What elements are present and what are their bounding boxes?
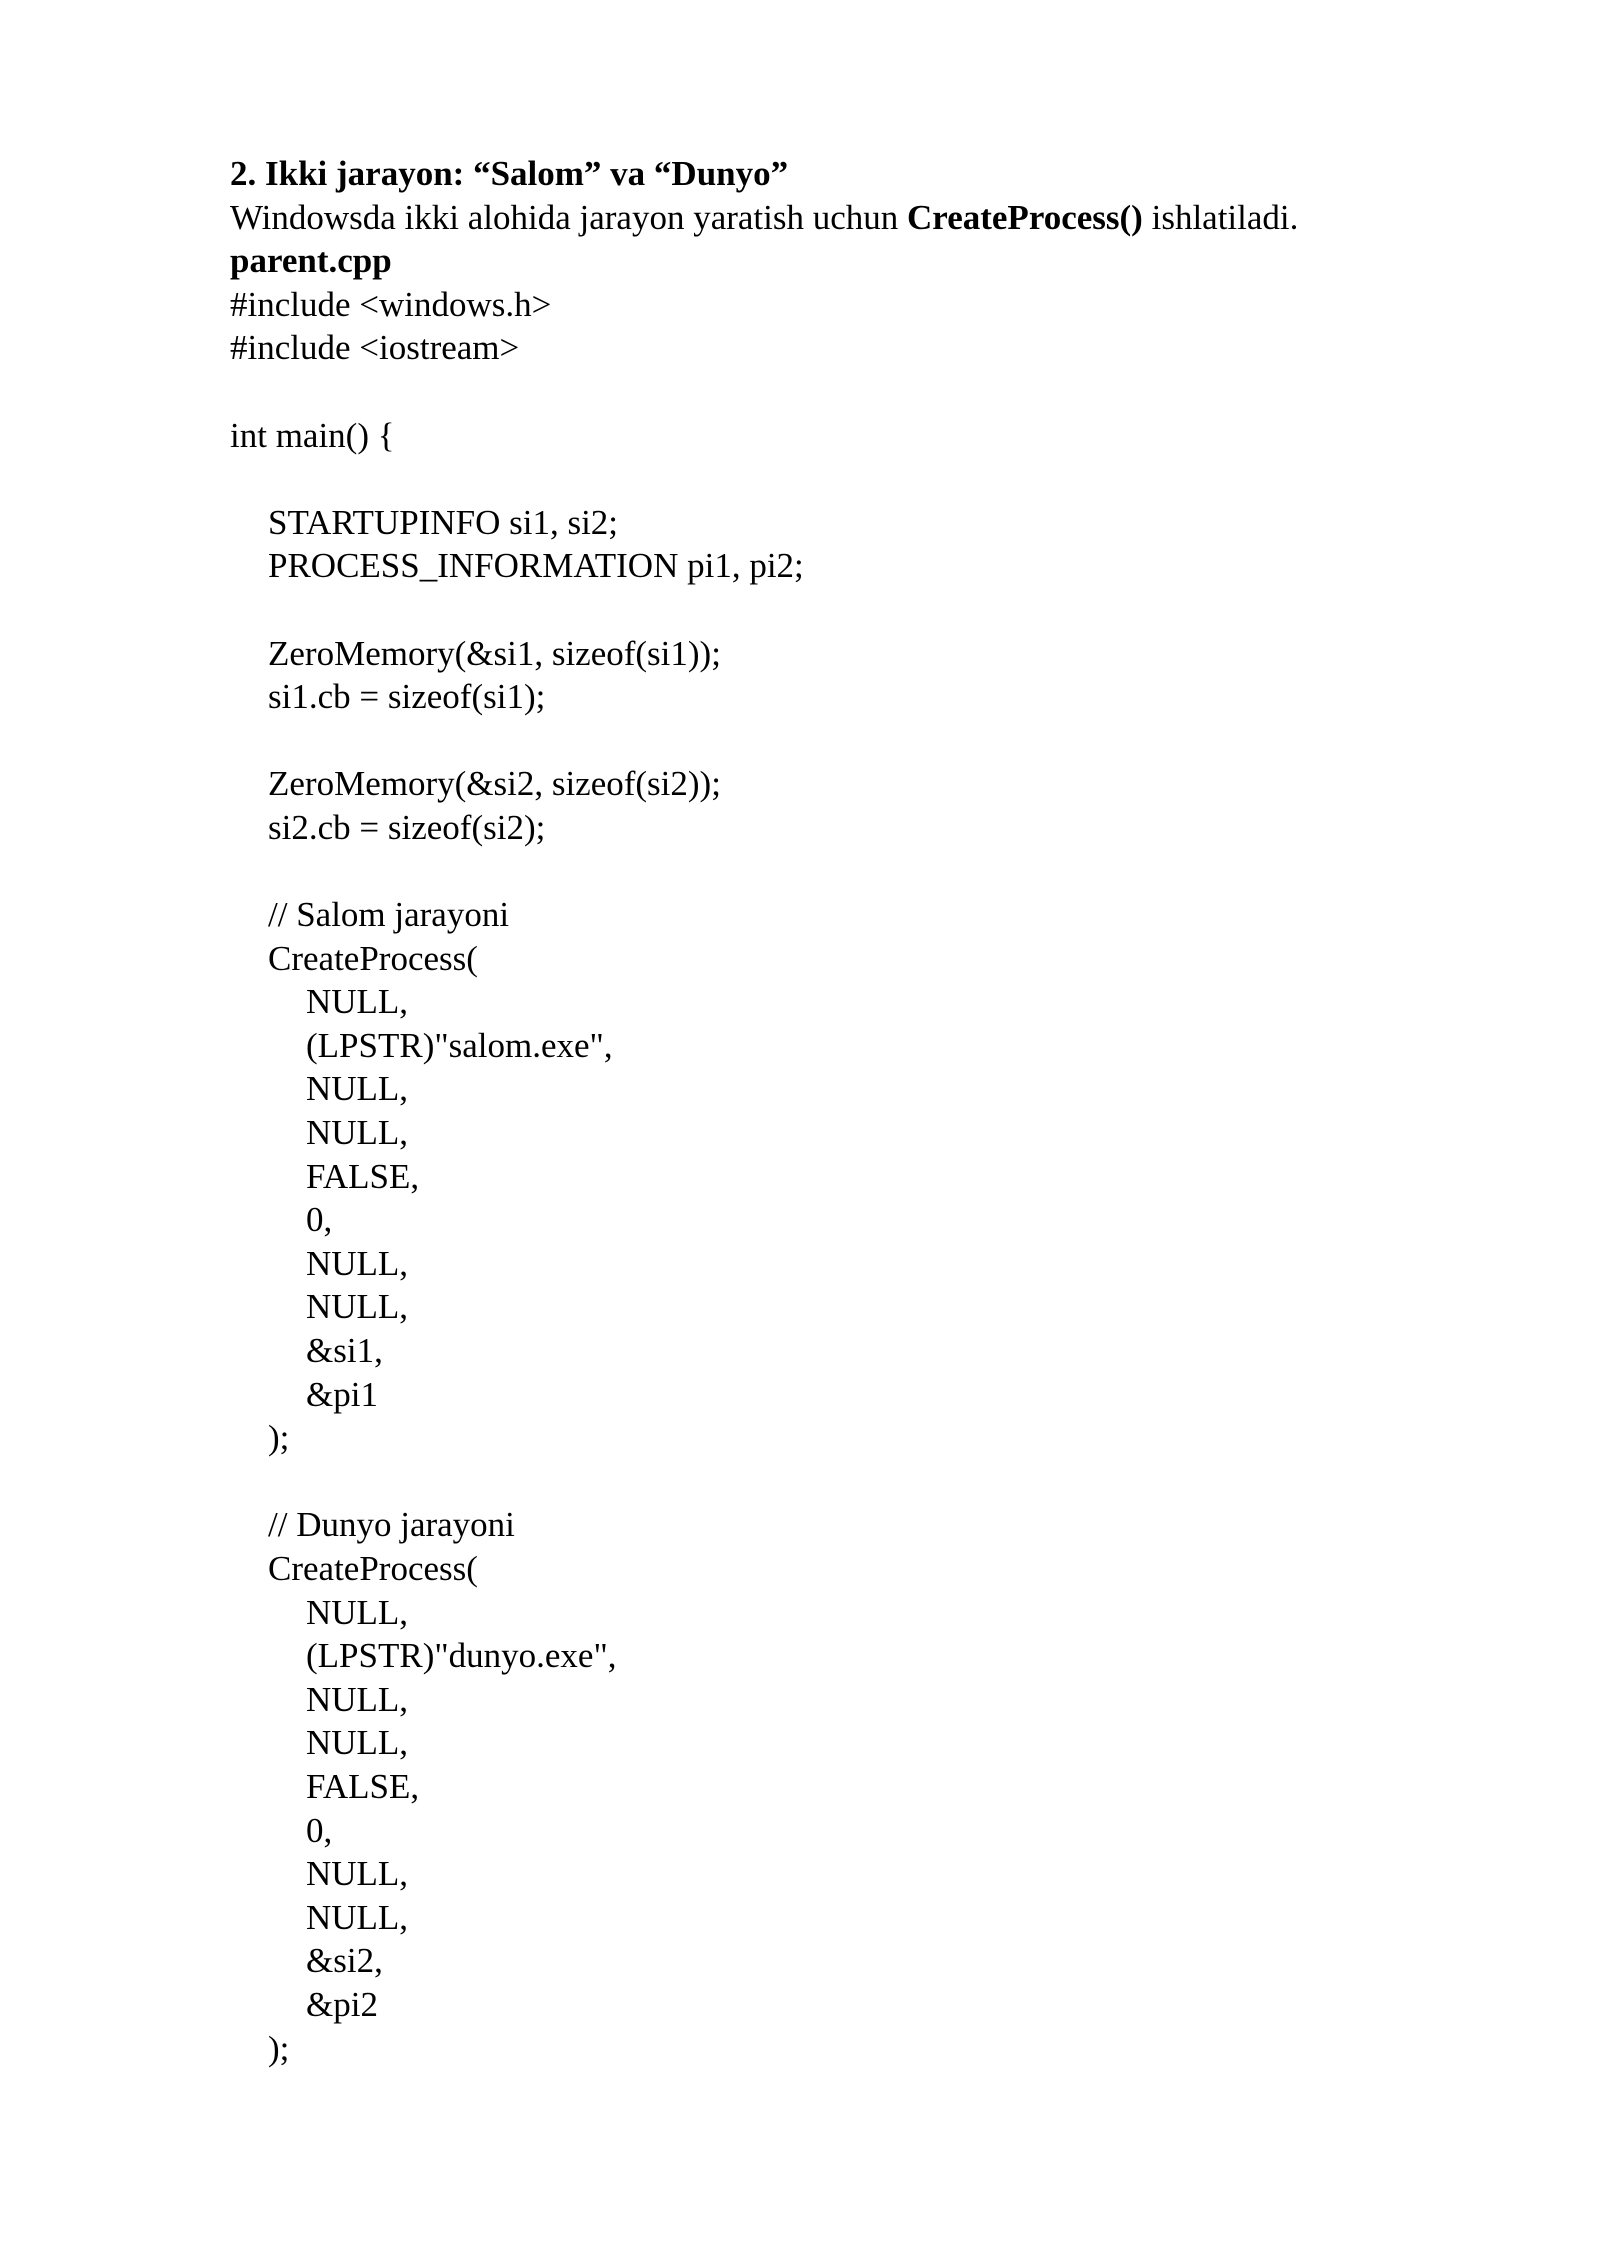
code-comment-salom: // Salom jarayoni bbox=[268, 895, 510, 935]
code-line-include-windows: #include <windows.h> bbox=[230, 284, 552, 324]
code-argument: NULL, bbox=[306, 1243, 409, 1283]
code-argument: 0, bbox=[306, 1810, 333, 1850]
code-argument: &pi2 bbox=[306, 1984, 378, 2024]
code-blank-line bbox=[230, 370, 1410, 414]
code-argument: (LPSTR)"dunyo.exe", bbox=[306, 1636, 617, 1676]
code-line-main-open: int main() { bbox=[230, 415, 395, 455]
code-argument: 0, bbox=[306, 1200, 333, 1240]
code-argument: NULL, bbox=[306, 1897, 409, 1937]
code-line-call-close-salom: ); bbox=[268, 1418, 290, 1458]
code-line-process-info-decl: PROCESS_INFORMATION pi1, pi2; bbox=[268, 546, 804, 586]
intro-function-name: CreateProcess() bbox=[907, 197, 1143, 237]
code-listing bbox=[230, 283, 1410, 2070]
code-comment-dunyo: // Dunyo jarayoni bbox=[268, 1505, 515, 1545]
code-argument: NULL, bbox=[306, 1592, 409, 1632]
code-argument: &pi1 bbox=[306, 1374, 378, 1414]
code-blank-line bbox=[230, 1460, 1410, 1504]
document-body bbox=[230, 152, 1410, 2070]
code-line-include-iostream: #include <iostream> bbox=[230, 328, 520, 368]
code-line-zero-memory-si1: ZeroMemory(&si1, sizeof(si1)); bbox=[268, 633, 721, 673]
code-argument: NULL, bbox=[306, 1113, 409, 1153]
intro-text-after: ishlatiladi. bbox=[1142, 197, 1299, 237]
code-blank-line bbox=[230, 719, 1410, 763]
code-line-create-process-salom: CreateProcess( bbox=[268, 938, 478, 978]
code-line-startupinfo-decl: STARTUPINFO si1, si2; bbox=[268, 502, 619, 542]
code-blank-line bbox=[230, 588, 1410, 632]
code-line-zero-memory-si2: ZeroMemory(&si2, sizeof(si2)); bbox=[268, 764, 721, 804]
section-heading: 2. Ikki jarayon: “Salom” va “Dunyo” bbox=[230, 154, 789, 193]
code-argument: NULL, bbox=[306, 1679, 409, 1719]
code-argument: NULL, bbox=[306, 982, 409, 1022]
code-argument: FALSE, bbox=[306, 1766, 420, 1806]
code-line-cb-si1: si1.cb = sizeof(si1); bbox=[268, 677, 546, 717]
code-argument: (LPSTR)"salom.exe", bbox=[306, 1025, 613, 1065]
code-line-create-process-dunyo: CreateProcess( bbox=[268, 1549, 478, 1588]
intro-text-before: Windowsda ikki alohida jarayon yaratish uchun bbox=[230, 197, 908, 237]
code-argument: FALSE, bbox=[306, 1156, 420, 1196]
code-argument: NULL, bbox=[306, 1287, 409, 1327]
code-argument: &si1, bbox=[306, 1331, 383, 1371]
code-argument: NULL, bbox=[306, 1723, 409, 1763]
code-argument: NULL, bbox=[306, 1854, 409, 1894]
code-argument: NULL, bbox=[306, 1069, 409, 1109]
file-name: parent.cpp bbox=[230, 241, 392, 281]
code-blank-line bbox=[230, 850, 1410, 894]
intro-paragraph bbox=[230, 196, 1410, 240]
code-argument: &si2, bbox=[306, 1941, 383, 1981]
code-line-cb-si2: si2.cb = sizeof(si2); bbox=[268, 807, 546, 847]
code-line-call-close-dunyo: ); bbox=[268, 2028, 290, 2068]
code-blank-line bbox=[230, 457, 1410, 501]
